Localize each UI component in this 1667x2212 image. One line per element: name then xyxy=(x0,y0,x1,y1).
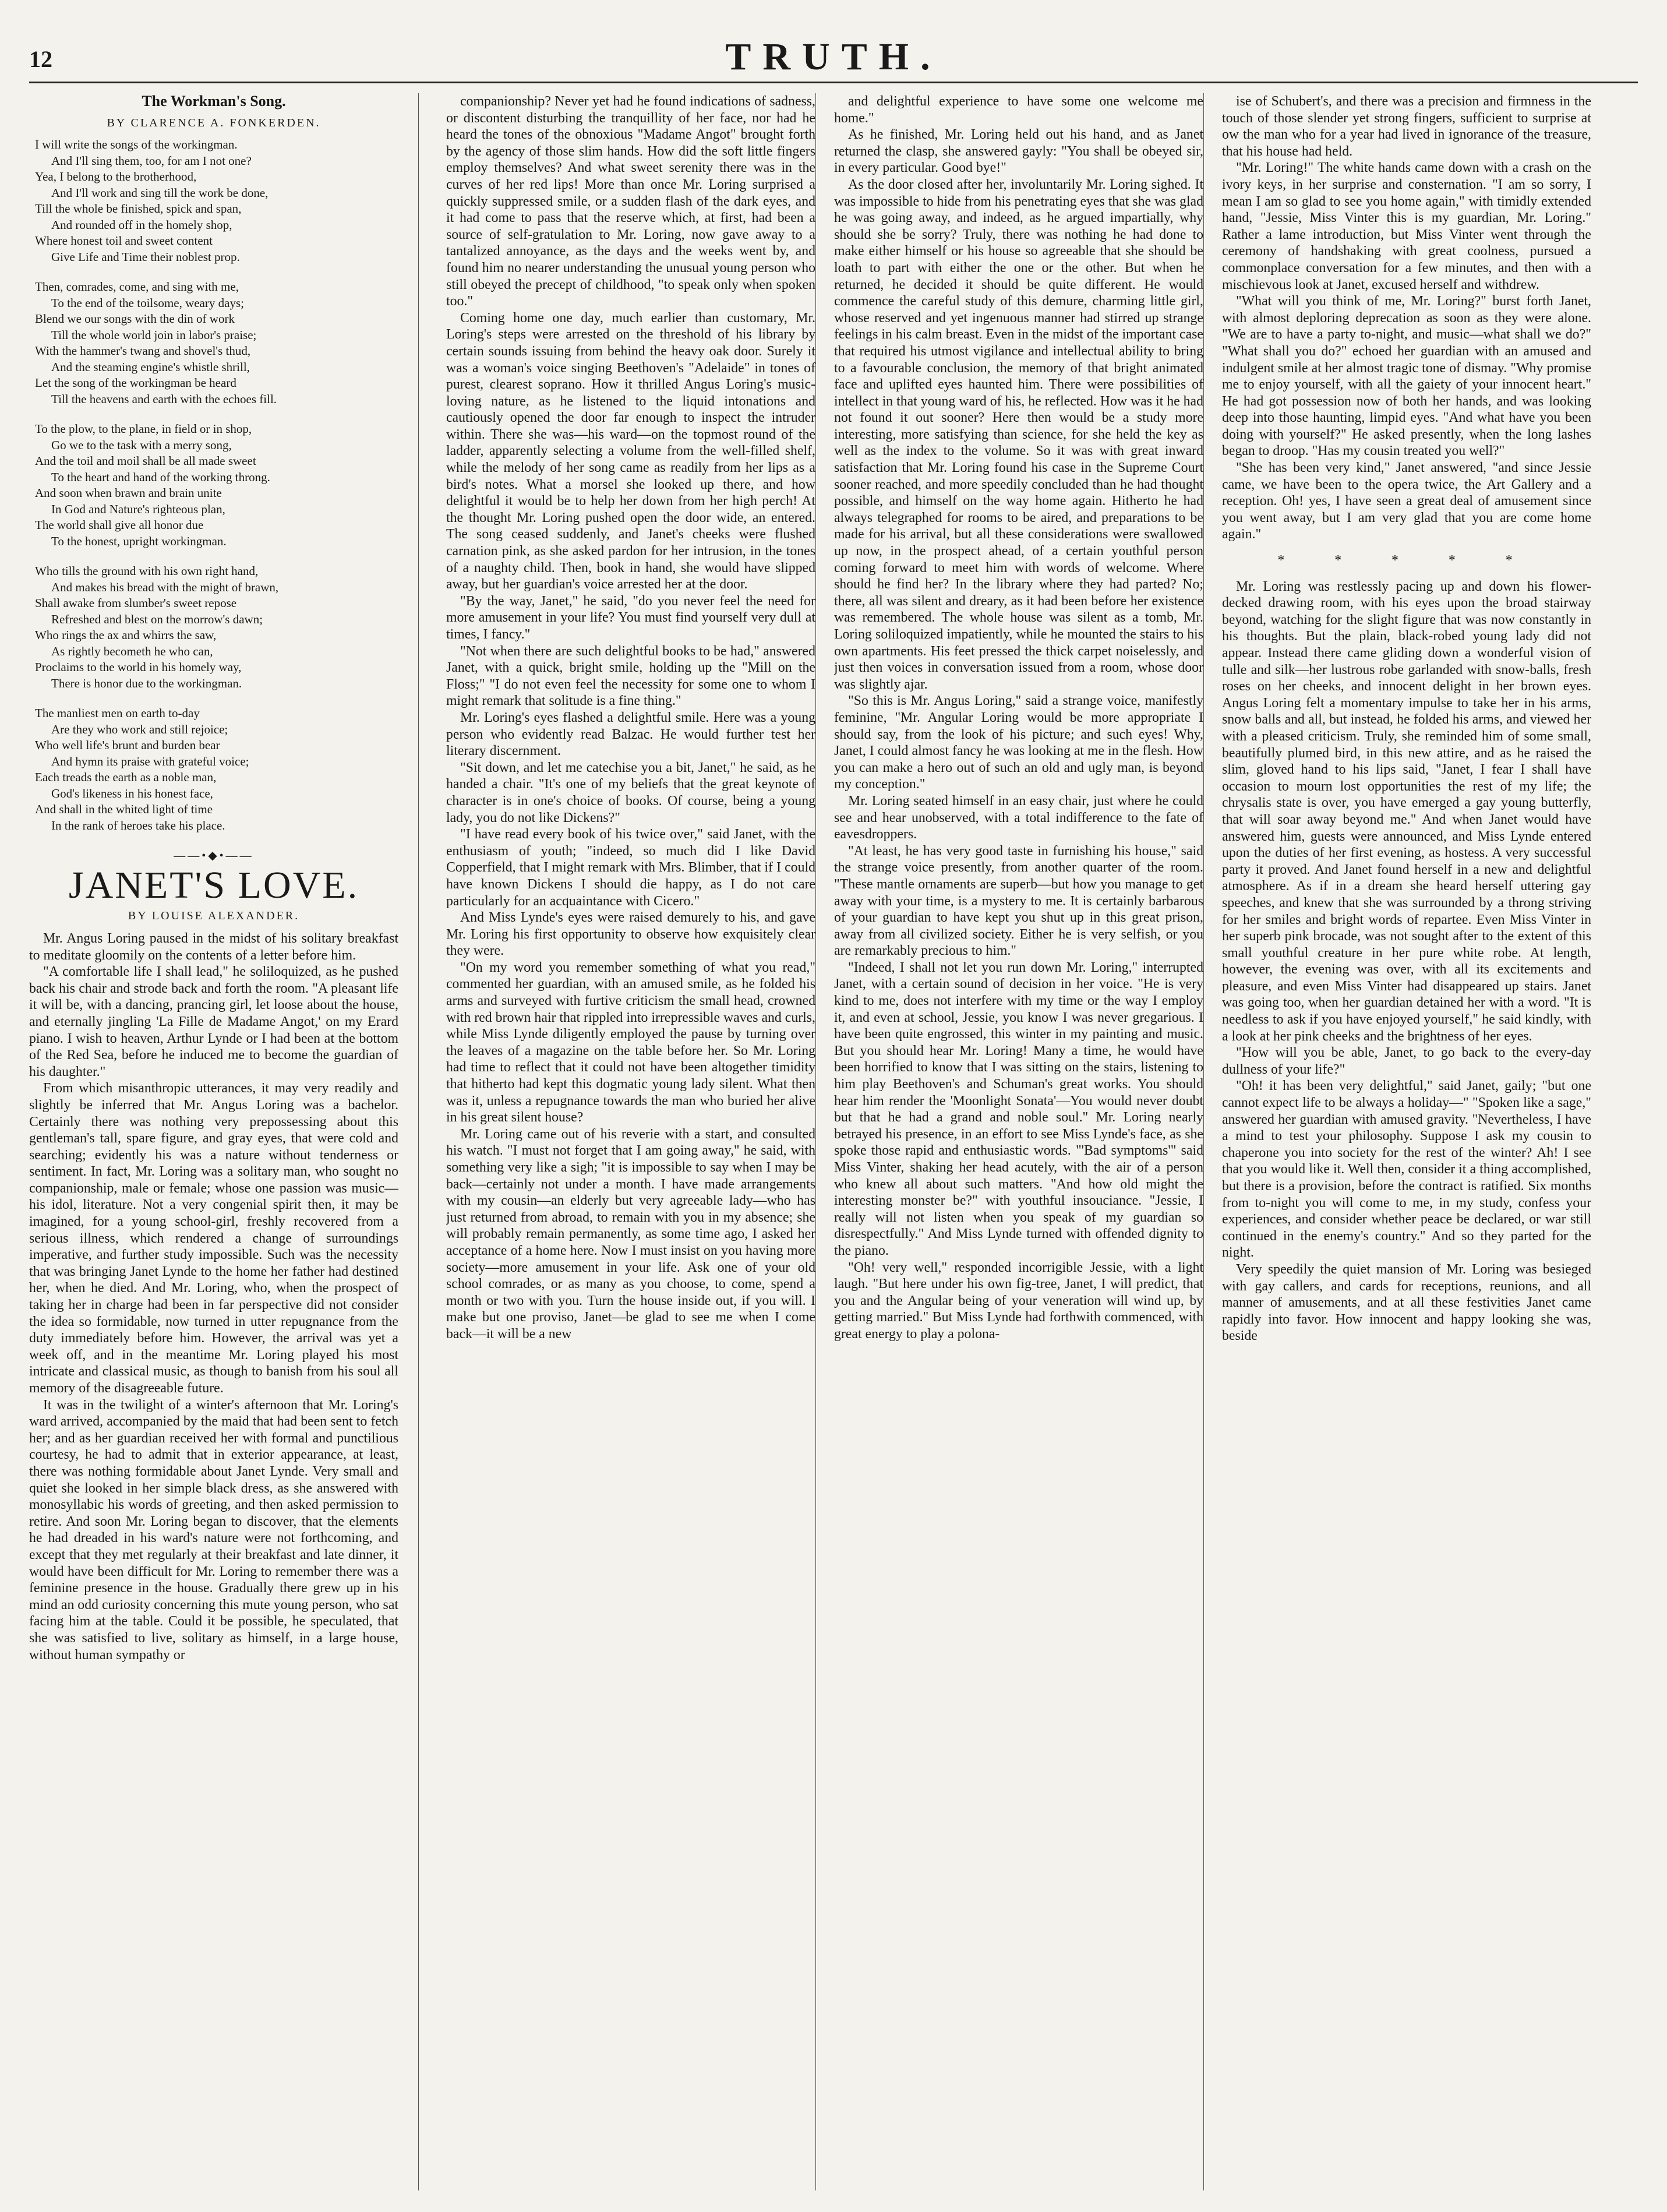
paragraph: From which misanthropic utterances, it may very readily and slightly be inferred that Mr. Angus Loring was a bachelor. Certainly there was nothing very prepossessing about this gentleman's tall, spare figure, and gray eyes, that were cold and searching; evidently his was a nature without tenderness or sentiment. In fact, Mr. Loring was a solitary man, who sought no companionship, male or female; whose one passion was music—his idol, literature. Not a very congenial spirit then, it may be imagined, for a young school-girl, freshly recovered from a serious illness, which rendered a change of surroundings imperative, and further study impossible. Such was the necessity that was bringing Janet Lynde to the home her father had destined her, when he died. And Mr. Loring, who, when the prospect of taking her in charge had been in far perspective did not consider the idea so formidable, now turned in utter repugnance from the duty immediately before him. However, the arrival was yet a week off, and in the meantime Mr. Loring played his most intricate and classical music, as though to banish from his soul all memory of the disagreeable future. xyxy=(29,1081,398,1396)
paragraph: "What will you think of me, Mr. Loring?" burst forth Janet, with almost deploring deprecation as soon as they were alone. "We are to have a party to-night, and music—what shall we do?" "What shall you do?" echoed her guardian with an amused and indulgent smile at her almost tragic tone of dismay. "Why promise me to enjoy yourself, with all the gaiety of your innocent heart." He had got possession now of both her hands, and was looking deep into those haunting, limpid eyes. "And what have you been doing with yourself?" He asked presently, when the long lashes began to droop. "Has my cousin treated you well?" xyxy=(1222,294,1591,459)
column-2 xyxy=(446,93,815,2190)
poem-stanza xyxy=(35,563,398,692)
paragraph: "Indeed, I shall not let you run down Mr. Loring," interrupted Janet, with a certain sound of decision in her voice. "He is very kind to me, does not interfere with my time or the way I employ it, and even at school, Jessie, you know I was never gregarious. I have been quite engrossed, this winter in my painting and music. But you should hear Mr. Loring! Many a time, he would have been horrified to know that I was sitting on the stairs, listening to him play Beethoven's and Schuman's great works. You should hear him render the 'Moonlight Sonata'—You would never doubt but that he had a grand and noble soul." Mr. Loring nearly betrayed his presence, in an effort to see Miss Lynde's face, as she spoke those rapid and enthusiastic words. "'Bad symptoms'" said Miss Vinter, shaking her head acutely, with the air of a person who knew all about such matters. "And how old might the interesting monster be?" with youthful insouciance. "Jessie, I really will not listen when you speak of my guardian so disrespectfully." And Miss Lynde turned with offended dignity to the piano. xyxy=(834,959,1203,1258)
poem-line: Blend we our songs with the din of work xyxy=(35,312,235,326)
paragraph: "Not when there are such delightful books to be had," answered Janet, with a quick, bright smile, holding up the "Mill on the Floss;" "I do not even feel the necessity for some one to whom I might remark that solitude is a fine thing." xyxy=(446,643,815,709)
poem-line: To the honest, upright workingman. xyxy=(51,534,227,548)
poem-line: To the heart and hand of the working throng. xyxy=(51,470,270,484)
poem-line: God's likeness in his honest face, xyxy=(51,786,213,800)
poem-byline: BY CLARENCE A. FONKERDEN. xyxy=(107,116,321,129)
paragraph: and delightful experience to have some one welcome me home." xyxy=(834,94,1203,126)
paragraph: As the door closed after her, involuntarily Mr. Loring sighed. It was impossible to hide from his penetrating eyes that she was glad he was going away, and indeed, as he argued impartially, why should she be sorry? Truly, there was nothing he had done to make either himself or his house so agreeable that she should be loath to part with either the one or the other. But when he returned, he decided it should be quite different. He would commence the careful study of this demure, charming little girl, whose reserved and yet ingenuous manner had stirred up strange feelings in his calm breast. Even in the midst of the important case that required his utmost vigilance and intellectual ability to bring to a favourable conclusion, the memory of that bright animated face and uplifted eyes haunted him. There were possibilities of intellect in that young ward of his, he reflected. How was it he had not found it out sooner? Here then would be a study more interesting, more satisfying than science, for she held the key as well as the index to the volume. So it was with great inward satisfaction that Mr. Loring found his case in the Supreme Court sooner reached, and more speedily concluded than he had thought possible, and himself on the way home again. Hitherto he had always telegraphed for rooms to be aired, and preparations to be made for his arrival, but all these considerations were swallowed up now, in the prospect ahead, of a certain youthful person coming forward to meet him with words of welcome. Where should he find her? In the library where they had parted? No; there, all was silent and dreary, as it had been before her existence was remembered. The whole house was silent as a tomb, Mr. Loring soliloquized impatiently, while he mounted the stairs to his own apartments. His feet pressed the thick carpet noiselessly, and just then voices in conversation issued from a room, whose door was slightly ajar. xyxy=(834,177,1203,692)
page-header xyxy=(29,35,1638,82)
poem-line: Refreshed and blest on the morrow's dawn; xyxy=(51,612,263,626)
poem-line: Each treads the earth as a noble man, xyxy=(35,770,217,785)
story-byline: BY LOUISE ALEXANDER. xyxy=(128,909,300,923)
column-1 xyxy=(29,93,398,2190)
header-rule xyxy=(29,82,1638,83)
poem-line: Where honest toil and sweet content xyxy=(35,234,213,248)
paragraph: "A comfortable life I shall lead," he soliloquized, as he pushed back his chair and strode back and forth the room. "A pleasant life it will be, with a dancing, prancing girl, let loose about the house, and eternally jingling 'La Fille de Madame Angot,' on my Erard piano. I wish to heaven, Arthur Lynde or I had been at the bottom of the Red Sea, before he induced me to become the guardian of his daughter." xyxy=(29,964,398,1079)
poem-line: In God and Nature's righteous plan, xyxy=(51,502,225,516)
paragraph: Mr. Loring was restlessly pacing up and down his flower-decked drawing room, with his eyes upon the broad stairway beyond, watching for the slight figure that was now constantly in his thoughts. But the plain, black-robed young lady did not appear. Instead there came gliding down a wonderful vision of tulle and silk—her lustrous robe garlanded with snow-balls, fresh roses on her cheeks, and innocent delight in her brown eyes. Angus Loring felt a momentary impulse to take her in his arms, snow balls and all, but instead, he folded his arms, and viewed her with a pleased criticism. Truly, she reminded him of some small, beautifully plumed bird, in this new attire, and as he raised the slim, gloved hand to his lips said, "Janet, I fear I shall have occasion to mourn lost opportunities the rest of my life; the chrysalis state is over, you have emerged a gay young butterfly, that will soar away beyond me." And when Janet would have answered him, guests were announced, and Miss Lynde entered upon the duties of her first evening, as hostess. A very successful party it proved. And Janet found herself in a new and delightful atmosphere. As if in a dream she heard herself uttering gay speeches, and knew that she was surrounded by a throng striving for her smiles and bright words of repartee. Even Miss Vinter in her superb pink brocade, was not sought after to the extent of this small youthful creature in her pure white robe. At length, however, the evening was over, with all its excitements and pleasure, and even Miss Vinter had disappeared up stairs. Janet was going too, when her guardian detained her with a word. "It is needless to ask if you have enjoyed yourself," he said kindly, with a look at her pink cheeks and the brightness of her eyes. xyxy=(1222,578,1591,1044)
poem-line: Shall awake from slumber's sweet repose xyxy=(35,596,237,611)
paragraph: Mr. Angus Loring paused in the midst of his solitary breakfast to meditate gloomily on the contents of a letter before him. xyxy=(29,930,398,963)
column-divider xyxy=(815,93,816,2190)
poem-line: To the end of the toilsome, weary days; xyxy=(51,295,244,310)
column-3 xyxy=(834,93,1203,2190)
poem-line: And shall in the whited light of time xyxy=(35,802,213,817)
poem-line: Let the song of the workingman be heard xyxy=(35,376,236,390)
poem-line: Then, comrades, come, and sing with me, xyxy=(35,280,239,294)
poem-line: And makes his bread with the might of brawn, xyxy=(51,580,279,594)
paragraph: Mr. Loring came out of his reverie with a start, and consulted his watch. "I must not forget that I am going away," he said, with something very like a sigh; "it is impossible to say when I may be back—certainly not under a month. I have made arrangements with my cousin—an elderly but very agreeable lady—who has just returned from abroad, to remain with you in my absence; she will probably remain permanently, as some time ago, I asked her acceptance of a home here. Now I must insist on you having more society—more amusement in your life. Ask one of your old school comrades, or as many as you choose, to come, spend a month or two with you. Turn the house inside out, if you will. I make but one proviso, Janet—be glad to see me when I come back—it will be a new xyxy=(446,1126,815,1342)
poem-line: And hymn its praise with grateful voice; xyxy=(51,754,249,768)
poem-line: And I'll sing them, too, for am I not one? xyxy=(51,153,252,168)
poem-line: In the rank of heroes take his place. xyxy=(51,818,225,832)
paragraph: companionship? Never yet had he found indications of sadness, or discontent disturbing the tranquillity of her face, nor had he heard the tones of the obnoxious "Madame Angot" brought forth by the agency of those slim hands. How did the soft little fingers employ themselves? And what sweet serenity there was in the curves of her red lips! More than once Mr. Loring surprised a quickly suppressed smile, or a sudden flash of the dark eyes, and it had come to pass that the reserve which, at first, had been a source of self-gratulation to Mr. Loring, now gave away to a tantalized annoyance, as the days and the weeks went by, and found him no nearer understanding the unusual young person who still obeyed the precept of childhood, "to speak only when spoken too." xyxy=(446,94,815,309)
paragraph: "At least, he has very good taste in furnishing his house," said the strange voice presently, from another quarter of the room. "These mantle ornaments are superb—but how you manage to get away with your time, is a mystery to me. It is certainly barbarous of your guardian to have kept you shut up in this great prison, away from all civilized society. Either he is very selfish, or you are remarkably precious to him." xyxy=(834,843,1203,959)
poem-line: And the toil and moil shall be all made sweet xyxy=(35,454,256,468)
poem-line: And rounded off in the homely shop, xyxy=(51,217,232,232)
paragraph: ise of Schubert's, and there was a precision and firmness in the touch of those slender yet strong fingers, sufficient to surprise at ow the man who for a year had lived in ignorance of the treasure, that his house had held. xyxy=(1222,94,1591,159)
poem-line: Who well life's brunt and burden bear xyxy=(35,738,220,753)
page-number: 12 xyxy=(29,46,52,72)
poem-stanza xyxy=(35,279,398,407)
poem-line: Till the whole world join in labor's praise; xyxy=(51,327,257,342)
poem-line: Are they who work and still rejoice; xyxy=(51,722,228,736)
poem-body xyxy=(29,137,398,834)
poem-line: And soon when brawn and brain unite xyxy=(35,486,222,500)
story-text xyxy=(834,93,1203,1343)
paragraph: Coming home one day, much earlier than customary, Mr. Loring's steps were arrested on the threshold of his library by certain sounds issuing from behind the heavy oak door. Surely it was a woman's voice singing Beethoven's "Adelaide" in tones of purest, clearest soprano. How it thrilled Angus Loring's music-loving nature, as he listened to the liquid intonations and cautiously opened the door far enough to inspect the intruder within. There she was—his ward—on the topmost round of the ladder, apparently selecting a volume from the well-filled shelf, while the melody of her song came as readily from her lips as a bird's notes. What a morsel she looked up there, and how delightful it would be to help her down from her high perch! At the thought Mr. Loring pushed open the door wide, an entered. The song ceased suddenly, and Janet's cheeks were flushed carnation pink, as she asked pardon for her intrusion, in the tones of a naughty child. Then, book in hand, she would have slipped away, but her guardian's voice arrested her at the door. xyxy=(446,310,815,592)
paragraph: As he finished, Mr. Loring held out his hand, and as Janet returned the clasp, she answered gayly: "You shall be obeyed sir, in every particular. Good bye!" xyxy=(834,127,1203,176)
poem-line: Yea, I belong to the brotherhood, xyxy=(35,170,197,184)
paragraph: Very speedily the quiet mansion of Mr. Loring was besieged with gay callers, and cards for receptions, reunions, and all manner of amusements, and at all these festivities Janet came rapidly into favor. How innocent and happy looking she was, beside xyxy=(1222,1261,1591,1344)
poem-line: The world shall give all honor due xyxy=(35,518,204,532)
poem-line: Go we to the task with a merry song, xyxy=(51,438,232,452)
story-text xyxy=(29,930,398,1663)
paragraph: "By the way, Janet," he said, "do you never feel the need for more amusement in your life? You must find yourself very dull at times, I fancy." xyxy=(446,593,815,642)
poem-line: To the plow, to the plane, in field or in shop, xyxy=(35,422,252,436)
paragraph: "Mr. Loring!" The white hands came down with a crash on the ivory keys, in her surprise and consternation. "I am so sorry, I mean I am so glad to see you home again," with timidly extended hand, "Jessie, Miss Vinter this is my guardian, Mr. Loring." Rather a lame introduction, but Miss Vinter went through the ceremony of handshaking with great coolness, pursued a commonplace conversation for a few minutes, and then with a mischievous look at Janet, excused herself and withdrew. xyxy=(1222,160,1591,292)
column-divider xyxy=(1203,93,1204,2190)
section-break: * * * * * xyxy=(1277,553,1536,569)
poem-line: There is honor due to the workingman. xyxy=(51,676,242,690)
poem-line: The manliest men on earth to-day xyxy=(35,706,200,721)
story-text xyxy=(446,93,815,1343)
poem-line: Till the whole be finished, spick and span, xyxy=(35,202,242,216)
paragraph: "I have read every book of his twice over," said Janet, with the enthusiasm of youth; "indeed, so much did I like David Copperfield, that I might remark with Mrs. Blimber, that if I could have known Dickens I should die happy, as I do not care particularly for an acquaintance with Cicero." xyxy=(446,827,815,909)
poem-line: Give Life and Time their noblest prop. xyxy=(51,249,240,264)
paragraph: "Oh! it has been very delightful," said Janet, gaily; "but one cannot expect life to be always a holiday—" "Spoken like a sage," answered her guardian with amused gravity. "Nevertheless, I have a mind to test your philosophy. Suppose I ask my cousin to chaperone you into society for the rest of the winter? Ah! I see that you would like it. Well then, consider it a thing accomplished, but there is a provision, before the contract is ratified. Six months from to-night you will come to me, in my study, confess your experiences, and consider whether peace be declared, or war still continued in the enemy's country." And so they parted for the night. xyxy=(1222,1078,1591,1261)
poem-line: And I'll work and sing till the work be done, xyxy=(51,185,269,200)
paragraph: It was in the twilight of a winter's afternoon that Mr. Loring's ward arrived, accompanied by the maid that had been sent to fetch her; and as her guardian received her with formal and punctilious courtesy, he had to admit that in exterior appearance, at least, there was nothing formidable about Janet Lynde. Very small and quiet she looked in her simple black dress, as she answered with monosyllabic his words of greeting, and then asked permission to retire. And soon Mr. Loring began to discover, that the elements he had dreaded in his ward's nature were not forthcoming, and except that they met regularly at their breakfast and late dinner, it would have been difficult for Mr. Loring to remember there was a feminine presence in the house. Gradually there grew up in his mind an odd curiosity concerning this mute young person, who sat facing him at the table. Could it be possible, he speculated, that she was satisfied to live, solitary as himself, in a large house, without human sympathy or xyxy=(29,1397,398,1663)
paragraph: "Oh! very well," responded incorrigible Jessie, with a light laugh. "But here under his own fig-tree, Janet, I will predict, that you and the Angular being of your veneration will wind up, by getting married." But Miss Lynde had forthwith commenced, with great energy to play a polona- xyxy=(834,1260,1203,1342)
section-ornament: ——•◆•—— xyxy=(174,849,254,863)
paragraph: "On my word you remember something of what you read," commented her guardian, with an amused smile, as he folded his arms and surveyed with furtive criticism the small head, crowned with red brown hair that rippled into irrepressible waves and curls, while Miss Lynde diligently employed the pause by turning over the leaves of a magazine on the table before her. So Mr. Loring had time to reflect that it could not have been altogether timidity that hitherto had kept this dogmatic young lady silent. What then was it, unless a repugnance towards the man who buried her alive in his great silent house? xyxy=(446,959,815,1126)
paragraph: Mr. Loring's eyes flashed a delightful smile. Here was a young person who evidently read Balzac. He would further test her literary discernment. xyxy=(446,710,815,759)
poem-stanza xyxy=(35,705,398,834)
masthead: TRUTH. xyxy=(725,36,942,78)
poem-line: As rightly becometh he who can, xyxy=(51,644,213,658)
paragraph: "How will you be able, Janet, to go back to the every-day dullness of your life?" xyxy=(1222,1045,1591,1077)
poem-line: I will write the songs of the workingman. xyxy=(35,137,238,152)
poem-stanza xyxy=(35,137,398,265)
poem-line: With the hammer's twang and shovel's thud, xyxy=(35,344,251,358)
story-title: JANET'S LOVE. xyxy=(68,863,359,906)
paragraph: "She has been very kind," Janet answered, "and since Jessie came, we have been to the opera twice, the Art Gallery and a reception. Oh! yes, I have seen a great deal of amusement since you went away, but I am very glad that you are come home again." xyxy=(1222,460,1591,542)
paragraph: Mr. Loring seated himself in an easy chair, just where he could see and hear unobserved, with a total indifference to the fate of eavesdroppers. xyxy=(834,793,1203,842)
poem-stanza xyxy=(35,421,398,549)
poem-line: Who tills the ground with his own right hand, xyxy=(35,564,259,578)
poem-title: The Workman's Song. xyxy=(142,93,286,110)
poem-line: Proclaims to the world in his homely way, xyxy=(35,660,242,675)
poem-line: Who rings the ax and whirrs the saw, xyxy=(35,628,217,643)
paragraph: "Sit down, and let me catechise you a bit, Janet," he said, as he handed a chair. "It's one of my beliefs that the great keynote of character is in one's choice of books. Of course, being a young lady, you do not like Dickens?" xyxy=(446,760,815,825)
story-text xyxy=(1222,578,1591,1345)
paragraph: And Miss Lynde's eyes were raised demurely to his, and gave Mr. Loring his first opportunity to observe how exquisitely clear they were. xyxy=(446,910,815,959)
paragraph: "So this is Mr. Angus Loring," said a strange voice, manifestly feminine, "Mr. Angular Loring would be more appropriate I should say, from the look of his picture; and such eyes! Why, Janet, I could almost fancy he was looking at me in the flesh. How you can make a hero out of such an old and ugly man, is beyond my conception." xyxy=(834,693,1203,792)
poem-line: And the steaming engine's whistle shrill, xyxy=(51,359,250,374)
column-4 xyxy=(1222,93,1591,2190)
column-divider xyxy=(418,93,419,2190)
poem-line: Till the heavens and earth with the echoes fill. xyxy=(51,391,277,406)
story-text xyxy=(1222,93,1591,543)
